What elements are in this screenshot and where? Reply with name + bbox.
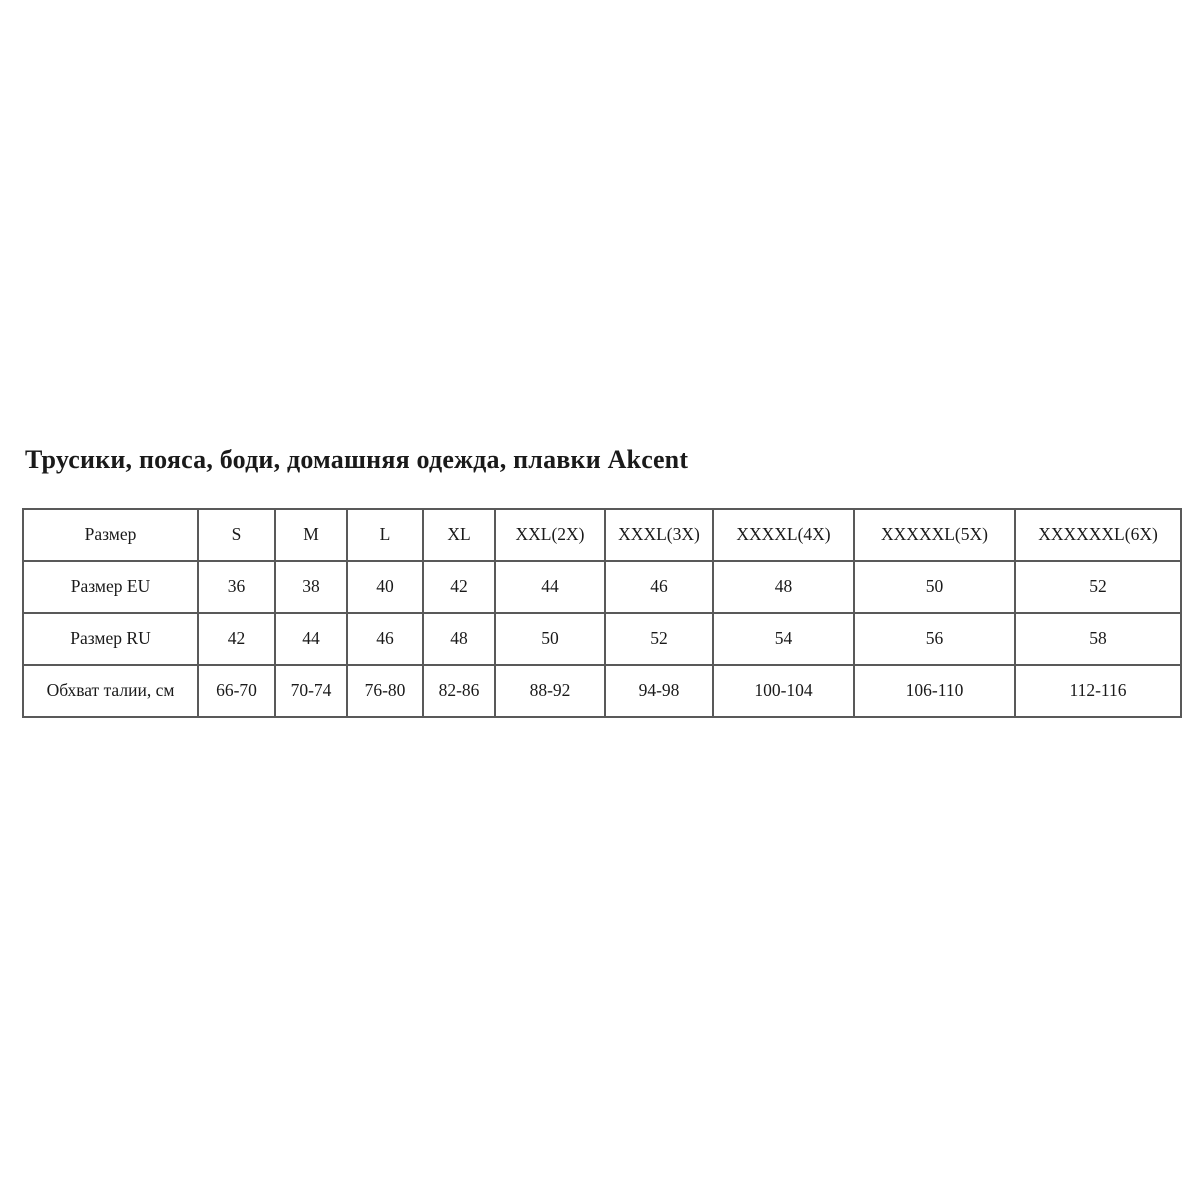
size-table-body [23,561,1181,717]
value-cell: 50 [495,613,605,665]
table-row [23,561,1181,613]
size-header-cell: XXXXL(4X) [713,509,854,561]
size-header-cell: XXL(2X) [495,509,605,561]
value-cell: 52 [605,613,713,665]
size-header-cell: XXXXXL(5X) [854,509,1015,561]
size-header-cell: XXXXXXL(6X) [1015,509,1181,561]
value-cell: 40 [347,561,423,613]
row-label-cell: Размер RU [23,613,198,665]
value-cell: 36 [198,561,275,613]
row-label-cell: Размер EU [23,561,198,613]
table-row [23,665,1181,717]
size-header-cell: S [198,509,275,561]
value-cell: 100-104 [713,665,854,717]
value-cell: 46 [605,561,713,613]
table-row [23,613,1181,665]
value-cell: 42 [198,613,275,665]
value-cell: 66-70 [198,665,275,717]
value-cell: 42 [423,561,495,613]
size-table-header-row [23,509,1181,561]
value-cell: 38 [275,561,347,613]
value-cell: 76-80 [347,665,423,717]
value-cell: 52 [1015,561,1181,613]
size-header-cell: XL [423,509,495,561]
size-header-cell: XXXL(3X) [605,509,713,561]
value-cell: 50 [854,561,1015,613]
value-cell: 48 [423,613,495,665]
value-cell: 106-110 [854,665,1015,717]
value-cell: 48 [713,561,854,613]
value-cell: 82-86 [423,665,495,717]
value-cell: 58 [1015,613,1181,665]
size-chart-title: Трусики, пояса, боди, домашняя одежда, плавки Akcent [25,445,689,474]
value-cell: 112-116 [1015,665,1181,717]
size-table-corner-header: Размер [23,509,198,561]
value-cell: 70-74 [275,665,347,717]
value-cell: 88-92 [495,665,605,717]
value-cell: 54 [713,613,854,665]
value-cell: 46 [347,613,423,665]
value-cell: 56 [854,613,1015,665]
size-table [22,508,1182,718]
value-cell: 44 [495,561,605,613]
value-cell: 94-98 [605,665,713,717]
value-cell: 44 [275,613,347,665]
size-header-cell: M [275,509,347,561]
size-header-cell: L [347,509,423,561]
row-label-cell: Обхват талии, см [23,665,198,717]
